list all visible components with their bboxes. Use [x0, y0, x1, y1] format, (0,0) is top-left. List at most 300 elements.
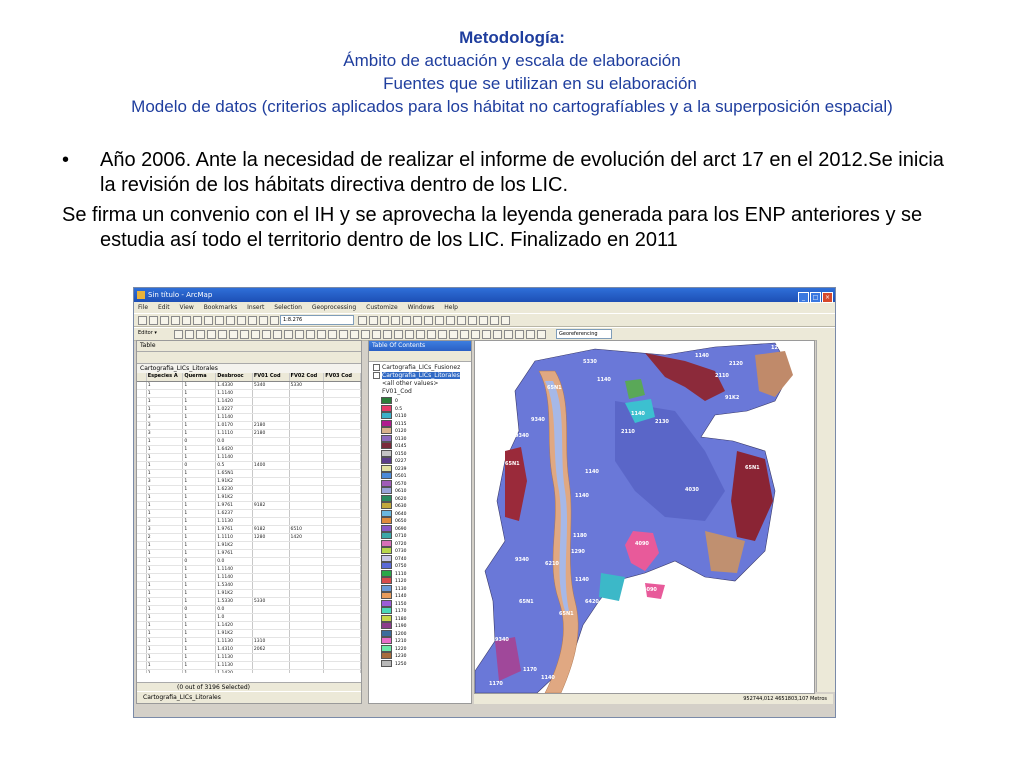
table-cell[interactable]: 1 [183, 526, 216, 533]
table-cell[interactable] [324, 654, 361, 661]
table-row[interactable] [137, 422, 361, 430]
legend-item[interactable] [381, 652, 471, 660]
table-cell[interactable] [137, 422, 147, 429]
table-cell[interactable] [324, 638, 361, 645]
table-cell[interactable] [137, 598, 147, 605]
legend-item[interactable] [381, 600, 471, 608]
table-cell[interactable] [324, 494, 361, 501]
legend-item[interactable] [381, 630, 471, 638]
toolbar-button-icon[interactable] [383, 330, 392, 339]
table-cell[interactable] [324, 390, 361, 397]
table-cell[interactable]: 1.1140 [216, 414, 253, 421]
table-cell[interactable]: 3 [147, 518, 184, 525]
toolbar-button-icon[interactable] [284, 330, 293, 339]
table-cell[interactable] [290, 566, 325, 573]
table-cell[interactable] [290, 518, 325, 525]
table-cell[interactable] [137, 654, 147, 661]
toolbar-button-icon[interactable] [435, 316, 444, 325]
table-cell[interactable] [137, 526, 147, 533]
table-cell[interactable]: 0.5 [216, 462, 253, 469]
table-row[interactable] [137, 646, 361, 654]
col-header-fv01[interactable]: FV01 Cod [253, 373, 290, 381]
menu-edit[interactable]: Edit [157, 304, 170, 311]
table-row[interactable] [137, 438, 361, 446]
legend-item[interactable] [381, 517, 471, 525]
menu-selection[interactable]: Selection [274, 304, 302, 311]
table-row[interactable] [137, 662, 361, 670]
table-cell[interactable]: 1.1130 [216, 654, 253, 661]
table-row[interactable] [137, 534, 361, 542]
table-cell[interactable] [137, 534, 147, 541]
toolbar-button-icon[interactable] [391, 316, 400, 325]
toolbar-button-icon[interactable] [537, 330, 546, 339]
toolbar-button-icon[interactable] [394, 330, 403, 339]
table-cell[interactable] [324, 646, 361, 653]
col-header-fv02[interactable]: FV02 Cod [290, 373, 325, 381]
table-cell[interactable] [253, 398, 290, 405]
toolbar-button-icon[interactable] [490, 316, 499, 325]
table-cell[interactable] [324, 566, 361, 573]
table-cell[interactable] [137, 670, 147, 673]
table-row[interactable] [137, 670, 361, 673]
toolbar-button-icon[interactable] [248, 316, 257, 325]
table-cell[interactable] [324, 406, 361, 413]
table-cell[interactable] [290, 414, 325, 421]
table-cell[interactable] [324, 606, 361, 613]
table-row[interactable] [137, 582, 361, 590]
table-row[interactable] [137, 502, 361, 510]
table-cell[interactable] [253, 438, 290, 445]
table-cell[interactable] [290, 430, 325, 437]
table-cell[interactable] [290, 486, 325, 493]
legend-item[interactable] [381, 457, 471, 465]
toolbar-button-icon[interactable] [204, 316, 213, 325]
legend-item[interactable] [381, 592, 471, 600]
table-cell[interactable]: 1.1130 [216, 662, 253, 669]
toolbar-button-icon[interactable] [218, 330, 227, 339]
table-cell[interactable] [137, 558, 147, 565]
toolbar-button-icon[interactable] [240, 330, 249, 339]
table-cell[interactable]: 1 [147, 622, 184, 629]
table-cell[interactable] [290, 582, 325, 589]
table-row[interactable] [137, 454, 361, 462]
table-cell[interactable]: 1 [147, 654, 184, 661]
toolbar-button-icon[interactable] [174, 330, 183, 339]
table-cell[interactable]: 1.6420 [216, 446, 253, 453]
col-header-desbrooc[interactable]: Desbrooc [216, 373, 253, 381]
toolbar-button-icon[interactable] [515, 330, 524, 339]
toolbar-button-icon[interactable] [229, 330, 238, 339]
toolbar-button-icon[interactable] [237, 316, 246, 325]
table-cell[interactable] [290, 590, 325, 597]
toolbar-button-icon[interactable] [424, 316, 433, 325]
table-cell[interactable]: 1 [147, 510, 184, 517]
toolbar-button-icon[interactable] [196, 330, 205, 339]
table-row[interactable] [137, 518, 361, 526]
legend-item[interactable] [381, 465, 471, 473]
table-cell[interactable]: 5330 [290, 382, 325, 389]
layer-checkbox[interactable] [373, 372, 380, 379]
table-cell[interactable] [290, 606, 325, 613]
table-row[interactable] [137, 598, 361, 606]
table-cell[interactable] [290, 446, 325, 453]
table-cell[interactable]: 1.1140 [216, 574, 253, 581]
table-cell[interactable] [324, 670, 361, 673]
table-cell[interactable] [137, 438, 147, 445]
table-cell[interactable] [290, 622, 325, 629]
maximize-icon[interactable]: □ [810, 292, 821, 303]
table-cell[interactable]: 1 [147, 502, 184, 509]
table-cell[interactable]: 9182 [253, 526, 290, 533]
table-cell[interactable]: 1 [147, 470, 184, 477]
table-cell[interactable] [253, 630, 290, 637]
table-cell[interactable] [290, 454, 325, 461]
table-cell[interactable] [324, 550, 361, 557]
table-cell[interactable] [324, 558, 361, 565]
table-cell[interactable] [324, 614, 361, 621]
table-cell[interactable]: 1 [147, 438, 184, 445]
table-cell[interactable] [137, 518, 147, 525]
table-cell[interactable]: 1.65N1 [216, 470, 253, 477]
table-cell[interactable] [253, 654, 290, 661]
table-cell[interactable] [137, 630, 147, 637]
table-cell[interactable]: 1 [183, 542, 216, 549]
table-cell[interactable] [253, 566, 290, 573]
table-cell[interactable]: 1 [147, 614, 184, 621]
table-row[interactable] [137, 526, 361, 534]
table-tab[interactable]: Cartografia_LICs_Litorales [137, 692, 361, 703]
table-cell[interactable] [253, 582, 290, 589]
table-cell[interactable]: 1 [147, 486, 184, 493]
table-cell[interactable]: 5330 [253, 598, 290, 605]
table-cell[interactable] [137, 582, 147, 589]
habitat-map[interactable] [475, 341, 814, 693]
table-cell[interactable]: 1 [183, 398, 216, 405]
toolbar-button-icon[interactable] [416, 330, 425, 339]
toolbar-button-icon[interactable] [207, 330, 216, 339]
legend-item[interactable] [381, 405, 471, 413]
table-cell[interactable] [290, 494, 325, 501]
table-row[interactable] [137, 510, 361, 518]
table-cell[interactable]: 1.1140 [216, 566, 253, 573]
toolbar-button-icon[interactable] [138, 316, 147, 325]
table-cell[interactable]: 1 [183, 414, 216, 421]
table-cell[interactable] [137, 478, 147, 485]
legend-item[interactable] [381, 412, 471, 420]
table-cell[interactable] [324, 542, 361, 549]
toolbar-button-icon[interactable] [504, 330, 513, 339]
table-cell[interactable] [290, 398, 325, 405]
scale-combo[interactable]: 1:8.276 [280, 315, 354, 325]
table-cell[interactable] [137, 446, 147, 453]
table-cell[interactable]: 1 [183, 422, 216, 429]
table-cell[interactable] [137, 510, 147, 517]
table-cell[interactable]: 1 [147, 454, 184, 461]
col-header-querma[interactable]: Querma [183, 373, 216, 381]
table-cell[interactable] [137, 542, 147, 549]
table-cell[interactable] [253, 470, 290, 477]
table-cell[interactable]: 1.91K2 [216, 542, 253, 549]
table-cell[interactable]: 1 [147, 590, 184, 597]
toolbar-button-icon[interactable] [226, 316, 235, 325]
toolbar-button-icon[interactable] [413, 316, 422, 325]
table-row[interactable] [137, 542, 361, 550]
table-cell[interactable]: 1.1110 [216, 430, 253, 437]
table-cell[interactable] [324, 526, 361, 533]
legend-item[interactable] [381, 645, 471, 653]
menu-customize[interactable]: Customize [366, 304, 398, 311]
table-cell[interactable] [253, 542, 290, 549]
table-cell[interactable]: 1.91K2 [216, 590, 253, 597]
col-header-especies[interactable]: Especies A [147, 373, 184, 381]
table-cell[interactable]: 3 [147, 414, 184, 421]
table-cell[interactable]: 1.5340 [216, 582, 253, 589]
menu-geoprocessing[interactable]: Geoprocessing [311, 304, 357, 311]
table-row[interactable] [137, 382, 361, 390]
table-cell[interactable] [137, 462, 147, 469]
table-cell[interactable] [253, 414, 290, 421]
toolbar-button-icon[interactable] [262, 330, 271, 339]
table-cell[interactable] [324, 438, 361, 445]
table-row[interactable] [137, 558, 361, 566]
toolbar-button-icon[interactable] [468, 316, 477, 325]
table-row[interactable] [137, 550, 361, 558]
table-cell[interactable]: 1 [183, 510, 216, 517]
table-cell[interactable] [324, 478, 361, 485]
table-cell[interactable] [324, 422, 361, 429]
table-cell[interactable] [253, 454, 290, 461]
table-cell[interactable] [324, 662, 361, 669]
table-cell[interactable] [253, 550, 290, 557]
table-row[interactable] [137, 566, 361, 574]
table-cell[interactable]: 1 [183, 598, 216, 605]
legend-item[interactable] [381, 562, 471, 570]
toolbar-button-icon[interactable] [273, 330, 282, 339]
table-cell[interactable]: 1 [183, 470, 216, 477]
table-cell[interactable] [147, 670, 184, 673]
table-cell[interactable] [253, 622, 290, 629]
table-row[interactable] [137, 390, 361, 398]
legend-item[interactable] [381, 622, 471, 630]
legend-item[interactable] [381, 502, 471, 510]
legend-item[interactable] [381, 570, 471, 578]
table-cell[interactable]: 1 [183, 534, 216, 541]
table-cell[interactable]: 1 [147, 630, 184, 637]
table-cell[interactable]: 1 [147, 566, 184, 573]
table-cell[interactable] [253, 510, 290, 517]
table-cell[interactable] [324, 470, 361, 477]
table-cell[interactable] [253, 558, 290, 565]
table-cell[interactable]: 1.1140 [216, 454, 253, 461]
table-row[interactable] [137, 622, 361, 630]
table-cell[interactable]: 0.0 [216, 438, 253, 445]
table-cell[interactable]: 1 [183, 486, 216, 493]
table-cell[interactable]: 1 [183, 582, 216, 589]
table-cell[interactable]: 1.5330 [216, 598, 253, 605]
table-cell[interactable] [324, 414, 361, 421]
table-cell[interactable] [137, 614, 147, 621]
table-cell[interactable]: 1 [147, 558, 184, 565]
menu-file[interactable]: File [138, 304, 149, 311]
table-cell[interactable]: 1.91K2 [216, 478, 253, 485]
table-cell[interactable]: 2180 [253, 422, 290, 429]
table-cell[interactable]: 1.4310 [216, 646, 253, 653]
toolbar-button-icon[interactable] [446, 316, 455, 325]
toolbar-button-icon[interactable] [449, 330, 458, 339]
toolbar-button-icon[interactable] [350, 330, 359, 339]
table-cell[interactable]: 2 [147, 534, 184, 541]
toolbar-button-icon[interactable] [493, 330, 502, 339]
table-cell[interactable]: 6510 [290, 526, 325, 533]
table-cell[interactable]: 1 [183, 454, 216, 461]
toolbar-button-icon[interactable] [259, 316, 268, 325]
toolbar-button-icon[interactable] [438, 330, 447, 339]
table-cell[interactable]: 1 [147, 662, 184, 669]
minimize-icon[interactable]: _ [798, 292, 809, 303]
table-cell[interactable] [324, 446, 361, 453]
toolbar-button-icon[interactable] [380, 316, 389, 325]
legend-item[interactable] [381, 397, 471, 405]
table-row[interactable] [137, 470, 361, 478]
table-cell[interactable]: 1 [147, 574, 184, 581]
table-cell[interactable]: 1 [183, 518, 216, 525]
table-cell[interactable]: 0 [183, 558, 216, 565]
table-cell[interactable]: 1 [183, 494, 216, 501]
table-row[interactable] [137, 462, 361, 470]
legend-item[interactable] [381, 585, 471, 593]
table-cell[interactable] [290, 470, 325, 477]
table-cell[interactable]: 1.1420 [216, 622, 253, 629]
table-cell[interactable]: 1 [147, 382, 184, 389]
table-cell[interactable]: 1 [183, 446, 216, 453]
table-cell[interactable]: 1 [147, 550, 184, 557]
table-cell[interactable] [137, 646, 147, 653]
table-cell[interactable]: 1.9761 [216, 526, 253, 533]
table-cell[interactable]: 0.0 [216, 606, 253, 613]
toolbar-button-icon[interactable] [361, 330, 370, 339]
menu-view[interactable]: View [179, 304, 194, 311]
table-cell[interactable] [253, 406, 290, 413]
table-cell[interactable] [137, 662, 147, 669]
table-cell[interactable]: 1 [183, 574, 216, 581]
toolbar-button-icon[interactable] [160, 316, 169, 325]
toolbar-button-icon[interactable] [460, 330, 469, 339]
toolbar-button-icon[interactable] [149, 316, 158, 325]
table-cell[interactable] [324, 430, 361, 437]
toolbar-button-icon[interactable] [182, 316, 191, 325]
table-cell[interactable] [290, 550, 325, 557]
legend-item[interactable] [381, 532, 471, 540]
legend-item[interactable] [381, 637, 471, 645]
table-cell[interactable]: 1.1110 [216, 534, 253, 541]
table-cell[interactable]: 1 [183, 502, 216, 509]
toolbar-button-icon[interactable] [482, 330, 491, 339]
legend-item[interactable] [381, 577, 471, 585]
legend-item[interactable] [381, 450, 471, 458]
table-cell[interactable] [290, 558, 325, 565]
table-cell[interactable] [324, 598, 361, 605]
table-row[interactable] [137, 590, 361, 598]
table-cell[interactable] [137, 454, 147, 461]
menu-bookmarks[interactable]: Bookmarks [203, 304, 238, 311]
table-cell[interactable]: 3 [147, 422, 184, 429]
table-cell[interactable] [253, 518, 290, 525]
legend-item[interactable] [381, 472, 471, 480]
table-cell[interactable] [324, 534, 361, 541]
table-cell[interactable] [324, 518, 361, 525]
table-cell[interactable]: 1 [183, 390, 216, 397]
table-cell[interactable]: 1 [183, 662, 216, 669]
table-cell[interactable] [253, 446, 290, 453]
table-cell[interactable]: 1280 [253, 534, 290, 541]
toolbar-button-icon[interactable] [427, 330, 436, 339]
legend-item[interactable] [381, 525, 471, 533]
table-cell[interactable]: 1400 [253, 462, 290, 469]
toolbar-button-icon[interactable] [295, 330, 304, 339]
table-cell[interactable] [253, 494, 290, 501]
table-cell[interactable]: 1420 [290, 534, 325, 541]
toolbar-button-icon[interactable] [251, 330, 260, 339]
table-cell[interactable]: 1.6237 [216, 510, 253, 517]
toolbar-button-icon[interactable] [405, 330, 414, 339]
table-cell[interactable]: 1 [183, 406, 216, 413]
table-cell[interactable] [137, 622, 147, 629]
toolbar-button-icon[interactable] [317, 330, 326, 339]
table-cell[interactable]: 1 [147, 398, 184, 405]
toolbar-button-icon[interactable] [501, 316, 510, 325]
table-cell[interactable] [324, 510, 361, 517]
map-view[interactable] [474, 340, 815, 694]
table-cell[interactable] [290, 662, 325, 669]
legend-item[interactable] [381, 495, 471, 503]
table-row[interactable] [137, 398, 361, 406]
table-cell[interactable]: 1 [183, 566, 216, 573]
table-row[interactable] [137, 494, 361, 502]
toolbar-button-icon[interactable] [215, 316, 224, 325]
table-cell[interactable] [290, 478, 325, 485]
layer-checkbox[interactable] [373, 364, 380, 371]
table-cell[interactable] [324, 590, 361, 597]
table-row[interactable] [137, 614, 361, 622]
legend-item[interactable] [381, 547, 471, 555]
table-cell[interactable]: 1.1130 [216, 638, 253, 645]
table-cell[interactable] [183, 670, 216, 673]
table-cell[interactable]: 9182 [253, 502, 290, 509]
toolbar-button-icon[interactable] [457, 316, 466, 325]
table-cell[interactable]: 1 [147, 582, 184, 589]
table-cell[interactable]: 1 [183, 590, 216, 597]
table-cell[interactable] [137, 414, 147, 421]
table-cell[interactable]: 1 [147, 446, 184, 453]
table-cell[interactable] [324, 574, 361, 581]
legend-item[interactable] [381, 510, 471, 518]
table-cell[interactable] [290, 638, 325, 645]
table-cell[interactable] [253, 486, 290, 493]
table-cell[interactable] [253, 606, 290, 613]
toolbar-button-icon[interactable] [270, 316, 279, 325]
table-cell[interactable]: 0 [183, 462, 216, 469]
table-cell[interactable]: 1 [183, 382, 216, 389]
table-cell[interactable] [137, 382, 147, 389]
table-row[interactable] [137, 446, 361, 454]
table-cell[interactable] [324, 582, 361, 589]
table-cell[interactable] [290, 542, 325, 549]
table-cell[interactable]: 1 [183, 654, 216, 661]
table-cell[interactable] [290, 646, 325, 653]
table-cell[interactable]: 1 [183, 550, 216, 557]
table-row[interactable] [137, 478, 361, 486]
table-row[interactable] [137, 406, 361, 414]
